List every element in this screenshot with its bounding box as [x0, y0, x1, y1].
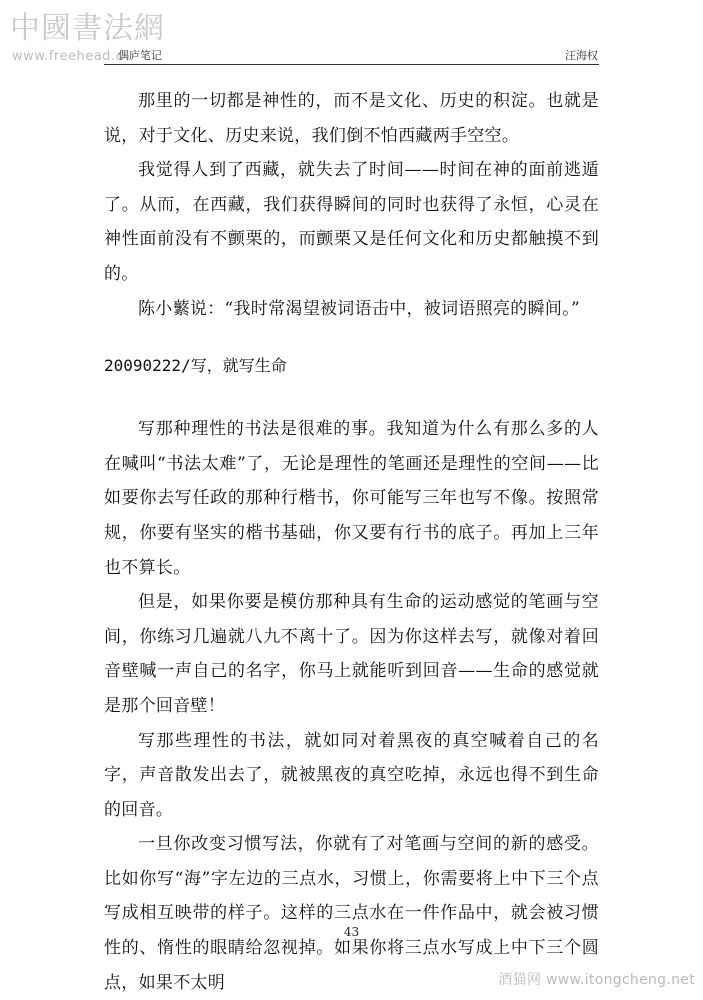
paragraph: 写那种理性的书法是很难的事。我知道为什么有那么多的人在喊叫“书法太难”了，无论是理性的笔画还是理性的空间——比如要你去写任政的那种行楷书，你可能写三年也写不像。按照常规，你要有坚实的楷书基础，你又要有行书的底子。再加上三年也不算长。 [104, 419, 599, 578]
paragraph: 写那些理性的书法，就如同对着黑夜的真空喊着自己的名字，声音散发出去了，就被黑夜的真空吃掉，永远也得不到生命的回音。 [104, 730, 599, 820]
paragraph: 我觉得人到了西藏，就失去了时间——时间在神的面前逃遁了。从而，在西藏，我们获得瞬间的同时也获得了永恒，心灵在神性面前没有不颤栗的，而颤栗又是任何文化和历史都触摸不到的。 [104, 160, 599, 284]
paragraph: 陈小蘩说：“我时常渴望被词语击中，被词语照亮的瞬间。” [138, 298, 580, 319]
running-header-author: 汪海权 [565, 49, 598, 62]
page-number: 43 [343, 925, 360, 939]
running-header-title: 偶庐笔记 [118, 49, 162, 62]
section-heading: 20090222/写，就写生命 [104, 356, 287, 376]
header-divider [104, 64, 599, 65]
paragraph: 但是，如果你要是模仿那种具有生命的运动感觉的笔画与空间，你练习几遍就八九不离十了。因为你这样去写，就像对着回音壁喊一声自己的名字，你马上就能听到回音——生命的感觉就是那个回音壁！ [104, 592, 599, 716]
watermark-url: www.freehead.c [12, 49, 124, 64]
paragraph: 那里的一切都是神性的，而不是文化、历史的积淀。也就是说，对于文化、历史来说，我们倒不怕西藏两手空空。 [104, 91, 599, 146]
watermark-site-footer: 酒猫网 www.itongcheng.net [498, 972, 695, 988]
page-body [104, 84, 599, 1000]
paragraph: 一旦你改变习惯写法，你就有了对笔画与空间的新的感受。比如你写“海”字左边的三点水，习惯上，你需要将上中下三个点写成相互映带的样子。这样的三点水在一件作品中，就会被习惯性的、惰性的眼睛给忽视掉。如果你将三点水写成上中下三个圆点，如果不太明 [104, 834, 599, 993]
watermark-logo: 中國書法網 [10, 11, 165, 46]
